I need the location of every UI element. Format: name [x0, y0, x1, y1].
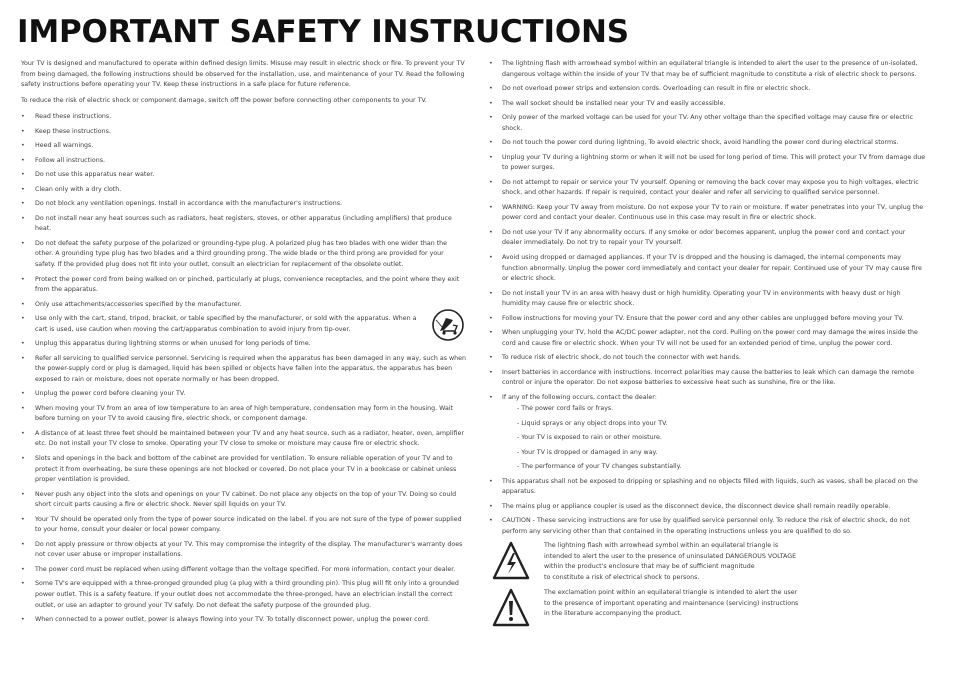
list-item: • Only use attachments/accessories specified by the manufacturer. — [21, 300, 466, 311]
list-item: • Do not touch the power cord during lightning. To avoid electric shock, avoid handling the power cord during electrical storms. — [502, 138, 926, 149]
list-item: • Your TV should be operated only from the type of power source indicated on the label. If you are not sure of the type of power supplied to your home, consult your dealer or local power company. — [21, 515, 466, 536]
list-item: • Keep these instructions. — [21, 127, 466, 138]
sub-list-item: - Liquid sprays or any object drops into your TV. — [517, 419, 668, 427]
right-column — [502, 59, 926, 541]
left-instruction-list — [21, 112, 466, 625]
page-title: IMPORTANT SAFETY INSTRUCTIONS — [17, 14, 629, 50]
list-item: • When moving your TV from an area of low temperature to an area of high temperature, condensation may form in the housing. Wait before turning on your TV to avoid causing fire, electric shock, or component damage. — [21, 404, 466, 425]
list-item: • Unplug your TV during a lightning storm or when it will not be used for long period of time. This will protect your TV from damage due to power surges. — [502, 153, 926, 174]
intro-paragraph: Your TV is designed and manufactured to operate within defined design limits. Misuse may result in electric shock or fire. To prevent your TV from being damaged, the following instructions should be observed for the installation, use, and maintenance of your TV. Read the following safety instructions before operating your TV. Keep these instructions in a safe place for future reference. — [21, 60, 465, 89]
exclamation-warning-icon — [492, 588, 530, 628]
list-item: • Do not defeat the safety purpose of the polarized or grounding-type plug. A polarized plug has two blades with one wider than the other. A grounding type plug has two blades and a third grounding prong. The wide blade or the third prong are provided for your safety. If the provided plug does not fit into your outlet, consult an electrician for replacement of the obsolete outlet. — [21, 239, 466, 271]
list-item: • WARNING: Keep your TV away from moisture. Do not expose your TV to rain or moisture. If water penetrates into your TV, unplug the power cord and contact your dealer. Continuous use in this case may result in fire or electric shock. — [502, 203, 926, 224]
lightning-warning-icon — [492, 541, 530, 581]
list-item: • This apparatus shall not be exposed to dripping or splashing and no objects filled with liquids, such as vases, shall be placed on the apparatus. — [502, 477, 926, 498]
symbol-text-line: to the presence of important operating and maintenance (servicing) instructions — [544, 599, 799, 607]
list-item: • Never push any object into the slots and openings on your TV cabinet. Do not place any objects on the top of your TV. Doing so could short circuit parts causing a fire or electric shock. Never spill liquids on your TV. — [21, 490, 466, 511]
list-item: • CAUTION - These servicing instructions are for use by qualified service personnel only. To reduce the risk of electric shock, do not perform any servicing other than that contained in the operating instructions unless you are qualified to do so. — [502, 516, 926, 537]
list-item: • Do not install your TV in an area with heavy dust or high humidity. Operating your TV in environments with heavy dust or high humidity may cause fire or electric shock. — [502, 289, 926, 310]
right-instruction-list — [502, 59, 926, 538]
list-item: • Do not install near any heat sources such as radiators, heat registers, stoves, or other apparatus (including amplifiers) that produce heat. — [21, 214, 466, 235]
symbol-text-line: to constitute a risk of electrical shock to persons. — [544, 573, 700, 581]
list-item: • Follow instructions for moving your TV. Ensure that the power cord and any other cables are unplugged before moving your TV. — [502, 314, 926, 325]
list-item: • Use only with the cart, stand, tripod, bracket, or table specified by the manufacturer, or sold with the apparatus. When a cart is used, use caution when moving the cart/apparatus combination to avoid injury from tip-over. — [21, 314, 466, 335]
list-item: • Heed all warnings. — [21, 141, 466, 152]
lightning-symbol-text — [544, 541, 824, 583]
list-item: • Protect the power cord from being walked on or pinched, particularly at plugs, convenience receptacles, and the point where they exit from the apparatus. — [21, 275, 466, 296]
symbol-text-line: intended to alert the user to the presence of uninsulated DANGEROUS VOLTAGE — [544, 552, 797, 560]
list-item: • The lightning flash with arrowhead symbol within an equilateral triangle is intended to alert the user to the presence of un-isolated, dangerous voltage within the inside of your TV that may be of sufficient magnitude to constitute a risk of electric shock to persons. — [502, 59, 926, 80]
list-item: • Avoid using dropped or damaged appliances. If your TV is dropped and the housing is damaged, the internal components may function abnormally. Unplug the power cord immediately and contact your dealer for repair. Continued use of your TV may cause fire or electric shock. — [502, 253, 926, 285]
sub-list-item: - The power cord fails or frays. — [517, 405, 614, 413]
list-item: • Do not use this apparatus near water. — [21, 170, 466, 181]
list-item: • Refer all servicing to qualified service personnel. Servicing is required when the apparatus has been damaged in any way, such as when the power-supply cord or plug is damaged, liquid has been spilled or objects have fallen into the apparatus, the apparatus has been exposed to rain or moisture, does not operate normally or has been dropped. — [21, 354, 466, 386]
contact-dealer-sublist — [517, 404, 926, 473]
list-item: • Do not block any ventilation openings. Install in accordance with the manufacturer's instructions. — [21, 199, 466, 210]
list-item: • Only power of the marked voltage can be used for your TV. Any other voltage than the specified voltage may cause fire or electric shock. — [502, 113, 926, 134]
symbol-text-line: The exclamation point within an equilateral triangle is intended to alert the user — [544, 589, 798, 596]
lightning-symbol-note — [492, 541, 832, 583]
intro-paragraph: To reduce the risk of electric shock or component damage, switch off the power before connecting other components to your TV. — [21, 97, 427, 105]
list-item: • A distance of at least three feet should be maintained between your TV and any heat source, such as a radiator, heater, oven, amplifier etc. Do not install your TV close to smoke. Operating your TV close to smoke or moisture may cause fire or electric shock. — [21, 429, 466, 450]
list-item: • Read these instructions. — [21, 112, 466, 123]
list-item: • The mains plug or appliance coupler is used as the disconnect device, the disconnect device shall remain readily operable. — [502, 502, 926, 513]
list-item: • The power cord must be replaced when using different voltage than the voltage specified. For more information, contact your dealer. — [21, 565, 466, 576]
list-item: • Some TV's are equipped with a three-pronged grounded plug (a plug with a third grounding pin). This plug will fit only into a grounded power outlet. This is a safety feature. If your outlet does not accommodate the three-pronged, have an electrician install the correct outlet, or use an adapter to ground your TV safely. Do not defeat the safety purpose of the grounded plug. — [21, 579, 466, 611]
list-item: • Do not overload power strips and extension cords. Overloading can result in fire or electric shock. — [502, 84, 926, 95]
list-item: • Unplug this apparatus during lightning storms or when unused for long periods of time. — [21, 339, 466, 350]
list-item: • When connected to a power outlet, power is always flowing into your TV. To totally disconnect power, unplug the power cord. — [21, 615, 466, 626]
list-item: • The wall socket should be installed near your TV and easily accessible. — [502, 99, 926, 110]
sub-list-item: - Your TV is dropped or damaged in any way. — [517, 448, 658, 456]
list-item: • Do not apply pressure or throw objects at your TV. This may compromise the integrity of the display. The manufacturer's warranty does not cover user abuse or improper installations. — [21, 540, 466, 561]
symbol-text-line: The lightning flash with arrowhead symbol within an equilateral triangle is — [544, 542, 779, 549]
list-item: • Follow all instructions. — [21, 156, 466, 167]
sub-list-item: - Your TV is exposed to rain or other moisture. — [517, 434, 662, 442]
list-item: • Unplug the power cord before cleaning your TV. — [21, 389, 466, 400]
list-item: • Insert batteries in accordance with instructions. Incorrect polarities may cause the batteries to leak which can damage the remote control or injure the operator. Do not expose batteries to excessive heat such as sunshine, fire or the like. — [502, 368, 926, 389]
symbol-text-line: within the product's enclosure that may be of sufficient magnitude — [544, 563, 755, 571]
symbol-text-line: in the literature accompanying the product. — [544, 610, 682, 618]
list-item: • To reduce risk of electric shock, do not touch the connector with wet hands. — [502, 353, 926, 364]
list-item: • Clean only with a dry cloth. — [21, 185, 466, 196]
exclamation-symbol-text — [544, 588, 824, 620]
list-item: • When unplugging your TV, hold the AC/DC power adapter, not the cord. Pulling on the power cord may damage the wires inside the cord and cause fire or electric shock. When your TV will not be used for an extended period of time, unplug the power cord. — [502, 328, 926, 349]
left-column — [21, 59, 466, 630]
list-item: • Do not attempt to repair or service your TV yourself. Opening or removing the back cover may expose you to high voltages, electric shock, and other hazards. If repair is required, contact your dealer and refer all servicing to qualified service personnel. — [502, 178, 926, 199]
list-item — [502, 393, 926, 473]
sub-list-item: - The performance of your TV changes substantially. — [517, 463, 682, 471]
contact-dealer-label: If any of the following occurs, contact the dealer: — [502, 393, 657, 401]
list-item: • Slots and openings in the back and bottom of the cabinet are provided for ventilation. To ensure reliable operation of your TV and to protect it from overheating, be sure these openings are not blocked or covered. Do not place your TV in a bookcase or cabinet unless proper ventilation is provided. — [21, 454, 466, 486]
exclamation-symbol-note — [492, 588, 832, 624]
cart-tip-over-warning-icon — [431, 309, 465, 341]
list-item: • Do not use your TV if any abnormality occurs. If any smoke or odor becomes apparent, unplug the power cord and contact your dealer immediately. Do not try to repair your TV yourself. — [502, 228, 926, 249]
